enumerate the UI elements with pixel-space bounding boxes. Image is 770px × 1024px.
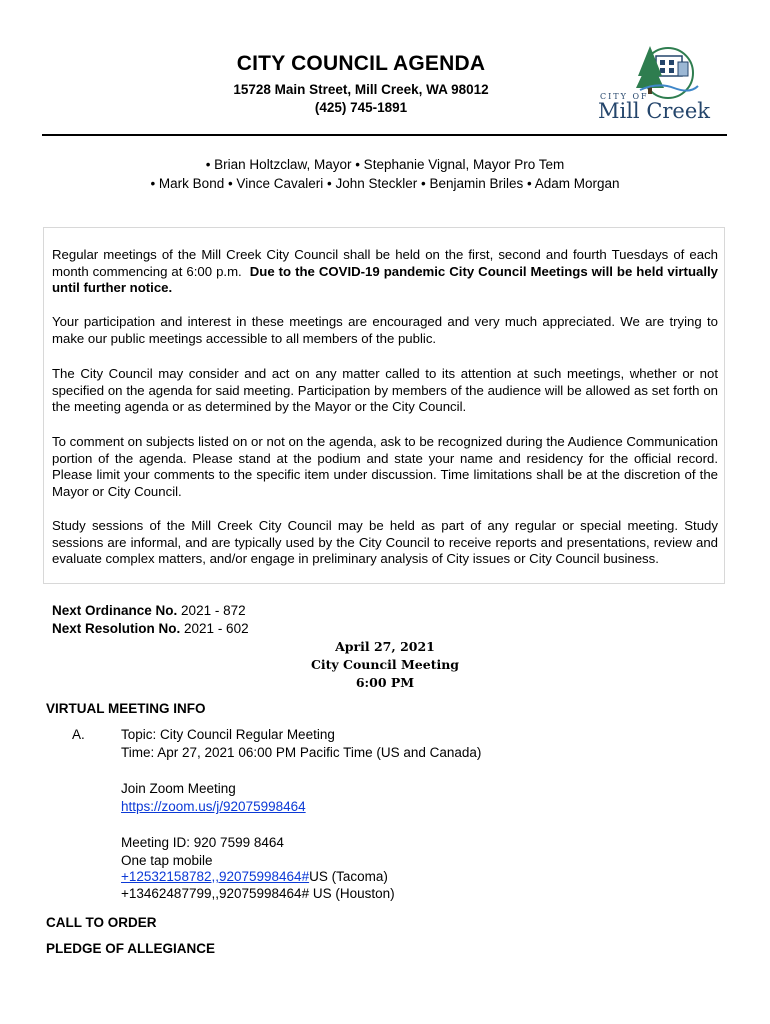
ordinance-value: 2021 - 872: [181, 603, 246, 618]
council-members-line-2: • Mark Bond • Vince Cavaleri • John Steckler • Benjamin Briles • Adam Morgan: [150, 176, 620, 191]
header-divider: [42, 134, 727, 136]
tap-suffix-tacoma: US (Tacoma): [309, 869, 388, 884]
call-to-order-heading: CALL TO ORDER: [46, 915, 157, 930]
meeting-date: April 27, 2021: [335, 639, 435, 654]
schedule-text: Regular meetings of the Mill Creek City Council shall be held on the first, second and fourth Tuesdays of each month commencing at 6:00 p.m.: [52, 247, 718, 279]
notice-paragraph-comments: To comment on subjects listed on or not on the agenda, ask to be recognized during the Audience Communication portion of the agenda. Please stand at the podium and state your name and residency for the official record. Please limit your comments to the specific item under discussion. Time limitations shall be at the discretion of the Mayor or City Council.: [52, 434, 718, 499]
resolution-label: Next Resolution No.: [52, 621, 181, 636]
notice-paragraph-participation: Your participation and interest in these meetings are encouraged and very much appreciated. We are trying to make our public meetings accessible to all members of the public.: [52, 314, 718, 346]
notice-paragraph-consideration: The City Council may consider and act on any matter called to its attention at such meetings, whether or not specified on the agenda for said meeting. Participation by members of the audience will be allowed as set forth on the meeting agenda or as determined by the Mayor or the City Council.: [52, 366, 718, 415]
resolution-value: 2021 - 602: [184, 621, 249, 636]
zoom-time: Time: Apr 27, 2021 06:00 PM Pacific Time (US and Canada): [121, 745, 482, 760]
council-members-line-1: • Brian Holtzclaw, Mayor • Stephanie Vignal, Mayor Pro Tem: [205, 157, 565, 172]
covid-notice: Due to the COVID-19 pandemic City Council Meetings will be held virtually until further notice.: [52, 263, 718, 296]
page-title: CITY COUNCIL AGENDA: [236, 52, 486, 75]
notice-paragraph-study-sessions: Study sessions of the Mill Creek City Council may be held as part of any regular or special meeting. Study sessions are informal, and are typically used by the City Council to receive reports and presentations, review and evaluate complex matters, and/or engage in preliminary analysis of City issues or City Council business.: [52, 518, 718, 567]
one-tap-label: One tap mobile: [121, 853, 213, 868]
city-address: 15728 Main Street, Mill Creek, WA 98012: [233, 82, 489, 97]
zoom-topic: Topic: City Council Regular Meeting: [121, 727, 335, 742]
next-ordinance: [52, 603, 246, 618]
ordinance-label: Next Ordinance No.: [52, 603, 178, 618]
zoom-meeting-id: Meeting ID: 920 7599 8464: [121, 835, 284, 850]
meeting-time: 6:00 PM: [355, 675, 415, 690]
next-resolution: [52, 621, 249, 636]
mill-creek-logo: [594, 42, 716, 124]
city-phone: (425) 745-1891: [314, 100, 408, 115]
tap-line-houston: +13462487799,,92075998464# US (Houston): [121, 886, 395, 901]
logo-city-of-text: CITY OF: [600, 92, 649, 101]
join-zoom-label: Join Zoom Meeting: [121, 781, 236, 796]
item-letter-a: A.: [72, 727, 85, 742]
meeting-name: City Council Meeting: [310, 657, 460, 672]
zoom-meeting-link[interactable]: https://zoom.us/j/92075998464: [121, 799, 306, 814]
pledge-heading: PLEDGE OF ALLEGIANCE: [46, 941, 216, 956]
notice-paragraph-schedule: [52, 247, 718, 297]
tap-line-tacoma: [121, 869, 388, 884]
logo-name-text: Mill Creek: [598, 99, 711, 123]
tap-link-tacoma[interactable]: +12532158782,,92075998464#: [121, 869, 310, 884]
virtual-meeting-heading: VIRTUAL MEETING INFO: [46, 701, 206, 716]
